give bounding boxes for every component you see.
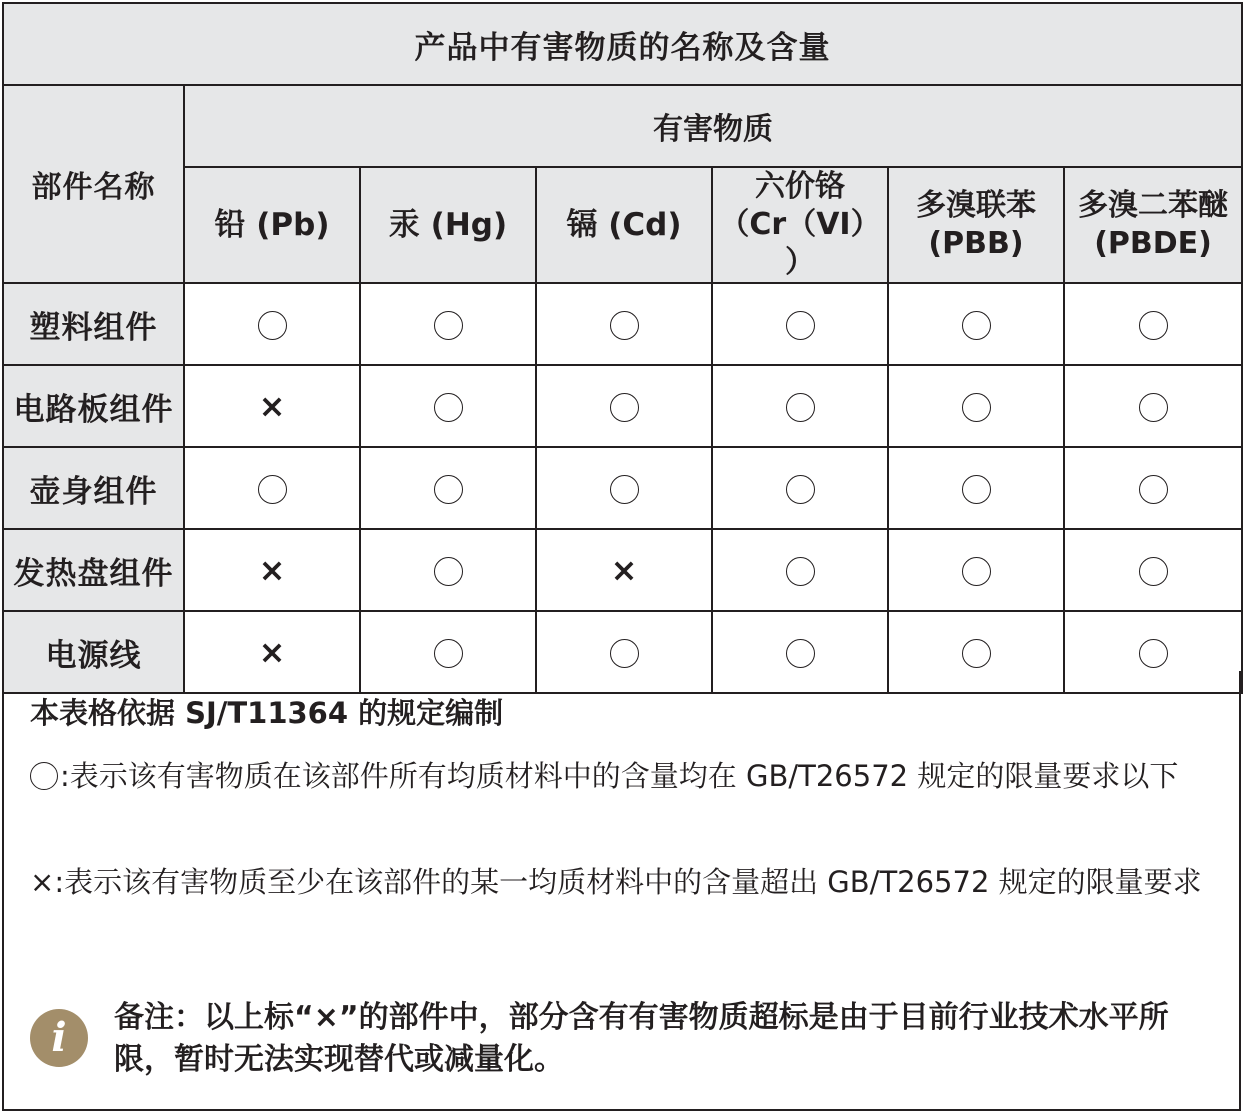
part-name: 壶身组件 — [3, 447, 184, 529]
circle-icon — [1139, 475, 1168, 504]
circle-icon — [962, 393, 991, 422]
status-cell — [536, 365, 712, 447]
cross-legend-text: :表示该有害物质至少在该部件的某一均质材料中的含量超出 GB/T26572 规定的限量要求 — [54, 865, 1202, 899]
status-cell — [1064, 365, 1242, 447]
substance-column-header — [712, 167, 888, 283]
substance-name: 铅 (Pb) — [214, 207, 330, 243]
status-cell — [360, 529, 536, 611]
circle-icon — [962, 475, 991, 504]
circle-icon — [786, 557, 815, 586]
circle-icon — [1139, 311, 1168, 340]
status-cell — [1064, 447, 1242, 529]
status-cell — [184, 283, 360, 365]
table-row — [3, 365, 1242, 447]
circle-icon — [30, 762, 58, 790]
substance-name: 多溴联苯 — [916, 188, 1036, 223]
substance-name: 六价铬 — [755, 169, 845, 204]
substance-symbol: （Cr（VI） ） — [719, 207, 881, 280]
circle-icon — [434, 475, 463, 504]
status-cell — [888, 365, 1064, 447]
hazardous-substances-table — [2, 2, 1243, 694]
status-cell — [360, 447, 536, 529]
circle-icon — [1139, 557, 1168, 586]
status-cell — [536, 447, 712, 529]
circle-icon — [434, 393, 463, 422]
circle-icon — [1139, 393, 1168, 422]
table-title: 产品中有害物质的名称及含量 — [3, 3, 1242, 85]
cross-icon: × — [258, 551, 286, 589]
status-cell — [888, 283, 1064, 365]
circle-icon — [610, 639, 639, 668]
standard-note: 本表格依据 SJ/T11364 的规定编制 — [30, 696, 504, 730]
status-cell — [360, 283, 536, 365]
circle-icon — [962, 557, 991, 586]
circle-icon — [1139, 639, 1168, 668]
cross-icon: × — [610, 551, 638, 589]
circle-icon — [610, 475, 639, 504]
circle-icon — [434, 639, 463, 668]
circle-icon — [258, 311, 287, 340]
status-cell — [712, 447, 888, 529]
cross-icon: × — [30, 865, 55, 899]
circle-icon — [962, 311, 991, 340]
status-cell — [888, 447, 1064, 529]
status-cell — [360, 365, 536, 447]
substance-column-header — [536, 167, 712, 283]
table-row — [3, 447, 1242, 529]
status-cell — [184, 529, 360, 611]
substance-column-header — [360, 167, 536, 283]
cross-icon: × — [258, 387, 286, 425]
circle-legend-text: :表示该有害物质在该部件所有均质材料中的含量均在 GB/T26572 规定的限量要求以下 — [60, 759, 1179, 793]
substance-symbol: (PBDE) — [1094, 226, 1212, 261]
part-name-header: 部件名称 — [3, 85, 184, 283]
cross-legend — [30, 861, 1210, 903]
part-name: 发热盘组件 — [3, 529, 184, 611]
circle-icon — [610, 393, 639, 422]
circle-icon — [610, 311, 639, 340]
status-cell — [536, 283, 712, 365]
status-cell — [184, 447, 360, 529]
status-cell — [1064, 283, 1242, 365]
notes-panel — [2, 671, 1241, 1111]
substance-column-header — [1064, 167, 1242, 283]
remark-note: 备注：以上标“×”的部件中，部分含有有害物质超标是由于目前行业技术水平所限，暂时无法实现替代或减量化。 — [114, 1000, 1169, 1077]
circle-icon — [786, 475, 815, 504]
circle-icon — [962, 639, 991, 668]
substance-header: 有害物质 — [184, 85, 1242, 167]
cross-icon: × — [258, 633, 286, 671]
status-cell — [1064, 529, 1242, 611]
part-name: 电路板组件 — [3, 365, 184, 447]
circle-icon — [434, 557, 463, 586]
circle-icon — [434, 311, 463, 340]
circle-legend — [30, 755, 1210, 797]
circle-icon — [786, 393, 815, 422]
status-cell — [536, 529, 712, 611]
substance-column-header — [888, 167, 1064, 283]
status-cell — [888, 529, 1064, 611]
substance-column-header — [184, 167, 360, 283]
table-row — [3, 283, 1242, 365]
substance-name: 镉 (Cd) — [566, 207, 682, 243]
part-name: 电源线 — [3, 611, 184, 693]
info-icon: i — [30, 1009, 88, 1067]
table-row — [3, 529, 1242, 611]
status-cell — [712, 365, 888, 447]
substance-name: 多溴二苯醚 — [1078, 188, 1229, 223]
part-name: 塑料组件 — [3, 283, 184, 365]
status-cell — [184, 365, 360, 447]
status-cell — [712, 529, 888, 611]
substance-symbol: (PBB) — [928, 226, 1024, 261]
circle-icon — [258, 475, 287, 504]
substance-name: 汞 (Hg) — [388, 207, 508, 243]
circle-icon — [786, 639, 815, 668]
status-cell — [712, 283, 888, 365]
circle-icon — [786, 311, 815, 340]
